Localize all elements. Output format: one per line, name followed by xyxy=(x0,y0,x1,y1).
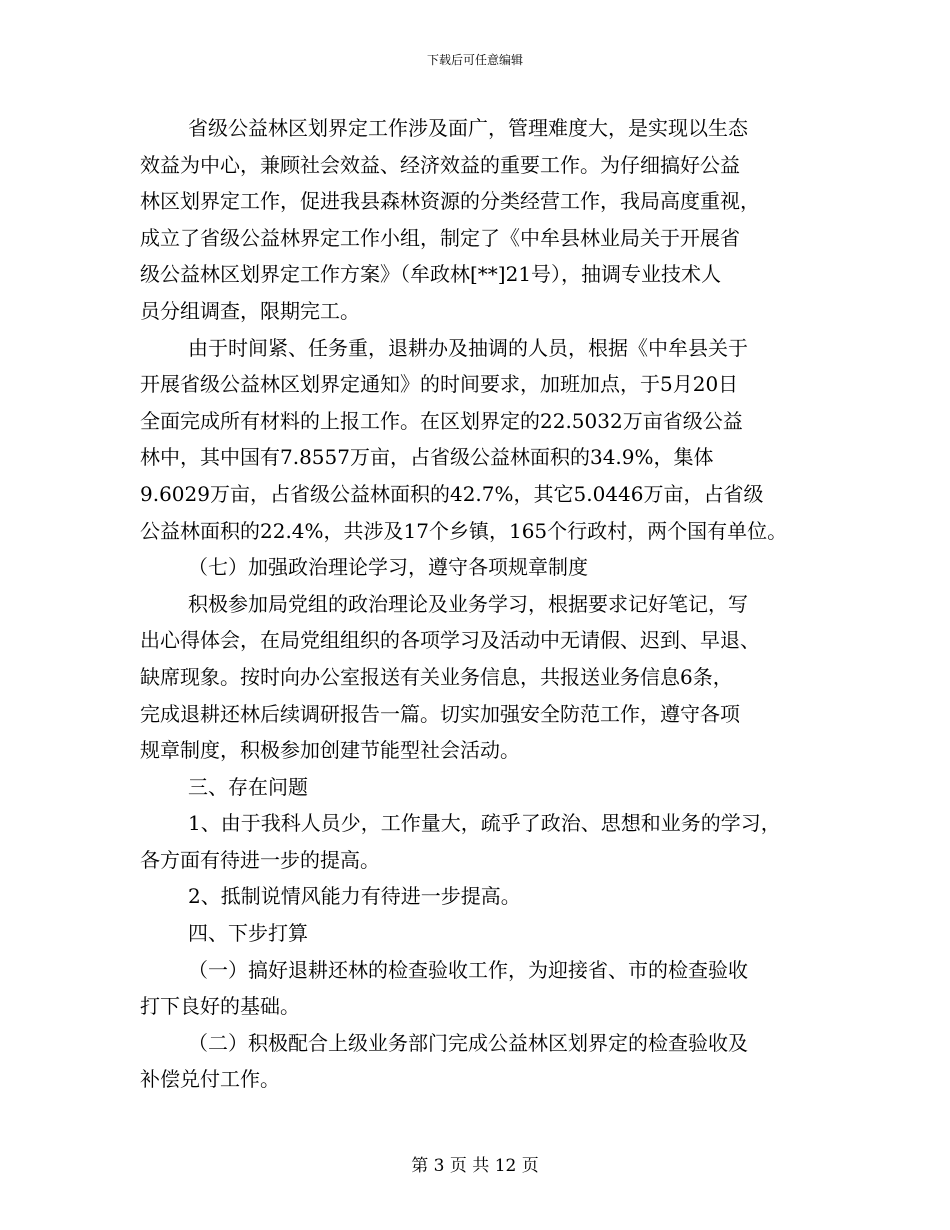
page-number: 第 3 页 共 12 页 xyxy=(411,1156,539,1176)
text-line: 1、由于我科人员少，工作量大，疏乎了政治、思想和业务的学习， xyxy=(188,811,781,836)
text-line: 各方面有待进一步的提高。 xyxy=(140,847,380,872)
page-header-note: 下载后可任意编辑 xyxy=(426,53,523,67)
document-body xyxy=(140,110,830,1098)
text-line: 缺席现象。按时向办公室报送有关业务信息，共报送业务信息6条， xyxy=(140,664,733,689)
section-heading: 四、下步打算 xyxy=(188,921,308,946)
text-line: 级公益林区划界定工作方案》（牟政林[**]21号），抽调专业技术人 xyxy=(140,262,722,287)
text-line: 全面完成所有材料的上报工作。在区划界定的22.5032万亩省级公益 xyxy=(140,408,743,433)
text-line: 积极参加局党组的政治理论及业务学习，根据要求记好笔记，写 xyxy=(188,591,748,616)
text-line: 成立了省级公益林界定工作小组，制定了《中牟县林业局关于开展省 xyxy=(140,225,740,250)
section-heading: （七）加强政治理论学习，遵守各项规章制度 xyxy=(188,555,588,580)
text-line: 完成退耕还林后续调研报告一篇。切实加强安全防范工作，遵守各项 xyxy=(140,701,740,726)
text-line: 效益为中心，兼顾社会效益、经济效益的重要工作。为仔细搞好公益 xyxy=(140,152,740,177)
text-line: 开展省级公益林区划界定通知》的时间要求，加班加点，于5月20日 xyxy=(140,372,739,397)
text-line: 出心得体会，在局党组组织的各项学习及活动中无请假、迟到、早退、 xyxy=(140,628,760,653)
text-line: 打下良好的基础。 xyxy=(140,994,300,1019)
text-line: （一）搞好退耕还林的检查验收工作，为迎接省、市的检查验收 xyxy=(188,957,748,982)
text-line: 9.6029万亩，占省级公益林面积的42.7%，其它5.0446万亩，占省级 xyxy=(140,481,764,506)
text-line: 员分组调查，限期完工。 xyxy=(140,298,360,323)
text-line: 由于时间紧、任务重，退耕办及抽调的人员，根据《中牟县关于 xyxy=(188,335,748,360)
text-line: 2、抵制说情风能力有待进一步提高。 xyxy=(188,884,521,909)
text-line: （二）积极配合上级业务部门完成公益林区划界定的检查验收及 xyxy=(188,1030,748,1055)
text-line: 林中，其中国有7.8557万亩，占省级公益林面积的34.9%，集体 xyxy=(140,445,714,470)
text-line: 省级公益林区划界定工作涉及面广，管理难度大，是实现以生态 xyxy=(188,116,748,140)
text-line: 林区划界定工作，促进我县森林资源的分类经营工作，我局高度重视， xyxy=(140,189,760,214)
text-line: 规章制度，积极参加创建节能型社会活动。 xyxy=(140,738,520,763)
text-line: 公益林面积的22.4%，共涉及17个乡镇，165个行政村，两个国有单位。 xyxy=(140,518,788,543)
text-line: 补偿兑付工作。 xyxy=(140,1067,280,1092)
section-heading: 三、存在问题 xyxy=(188,774,308,799)
